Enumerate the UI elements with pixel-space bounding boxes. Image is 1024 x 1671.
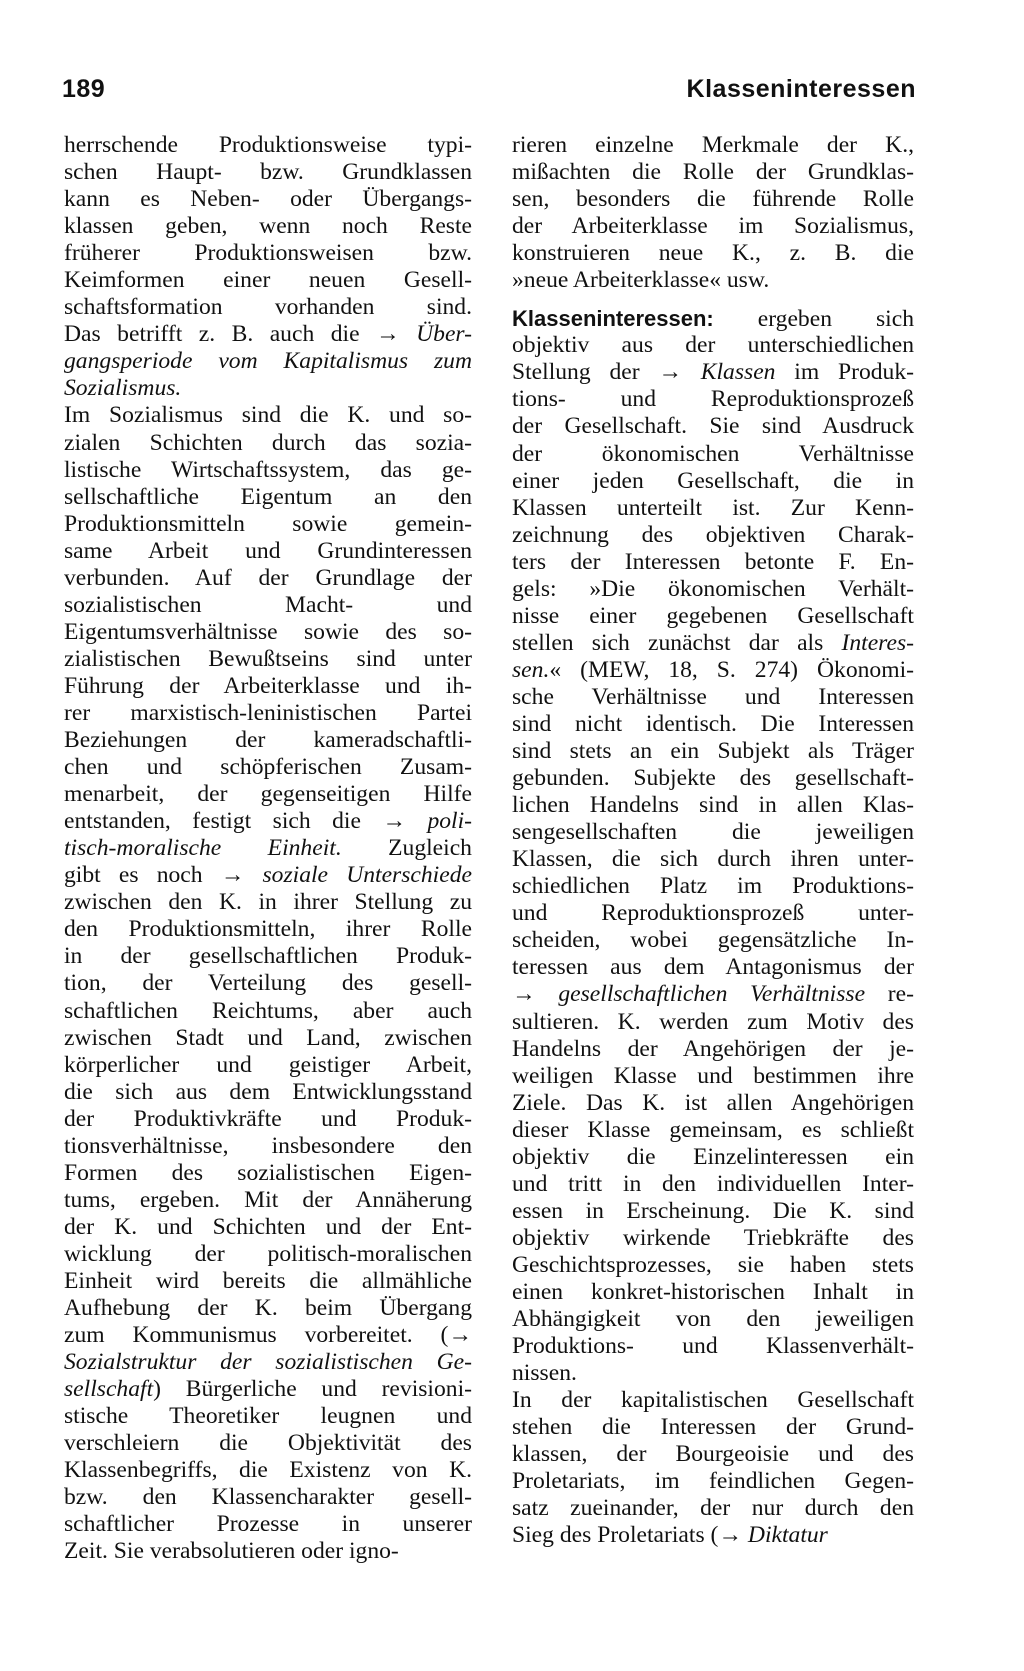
text-line bbox=[512, 1468, 914, 1495]
text-run: Beziehungen der kameradschaftli- bbox=[64, 727, 472, 754]
text-line bbox=[64, 1133, 472, 1160]
text-line bbox=[512, 267, 914, 294]
text-line bbox=[64, 538, 472, 565]
text-line bbox=[512, 1063, 914, 1090]
text-line bbox=[64, 1295, 472, 1322]
text-run: Im Sozialismus sind die K. und so- bbox=[64, 402, 472, 429]
text-line bbox=[512, 1090, 914, 1117]
text-line bbox=[64, 1538, 472, 1565]
text-line bbox=[64, 646, 472, 673]
text-line bbox=[512, 657, 914, 684]
text-run: listische Wirtschaftssystem, das ge- bbox=[64, 456, 472, 483]
text-run: Produktions- und Klassenverhält- bbox=[512, 1333, 914, 1360]
text-line bbox=[64, 159, 472, 186]
text-run: Klassen unterteilt ist. Zur Kenn- bbox=[512, 494, 914, 521]
text-line bbox=[512, 1333, 914, 1360]
text-line bbox=[512, 305, 914, 332]
cross-reference: Sozialismus. bbox=[64, 375, 182, 402]
text-line bbox=[512, 522, 914, 549]
text-run: teressen aus dem Antagonismus der bbox=[512, 954, 914, 981]
text-run: Aufhebung der K. beim Übergang bbox=[64, 1295, 472, 1322]
cross-reference: Interes- bbox=[841, 629, 914, 656]
text-line bbox=[64, 1160, 472, 1187]
text-run: nissen. bbox=[512, 1360, 577, 1387]
paragraph-gap bbox=[512, 294, 914, 305]
cross-reference: soziale Unterschiede bbox=[262, 862, 472, 889]
text-run: ters der Interessen betonte F. En- bbox=[512, 548, 914, 575]
text-line bbox=[512, 186, 914, 213]
text-line bbox=[64, 970, 472, 997]
text-run: rer marxistisch-leninistischen Partei bbox=[64, 699, 472, 726]
text-run: und tritt in den individuellen Inter- bbox=[512, 1170, 914, 1197]
text-line bbox=[512, 981, 914, 1008]
text-run: verschleiern die Objektivität des bbox=[64, 1430, 472, 1457]
text-line bbox=[512, 1036, 914, 1063]
text-line bbox=[512, 132, 914, 159]
text-run: Proletariats, im feindlichen Gegen- bbox=[512, 1468, 914, 1495]
text-line bbox=[64, 1430, 472, 1457]
text-line bbox=[512, 765, 914, 792]
text-run: → bbox=[512, 981, 559, 1008]
text-run: gebunden. Subjekte des gesellschaft- bbox=[512, 765, 914, 792]
cross-reference: tisch-moralische Einheit. bbox=[64, 835, 342, 862]
text-run: sengesellschaften die jeweiligen bbox=[512, 819, 914, 846]
text-run: mißachten die Rolle der Grundklas- bbox=[512, 159, 914, 186]
text-run: schaftlichen Reichtums, aber auch bbox=[64, 997, 472, 1024]
text-run: objektiv die Einzelinteressen ein bbox=[512, 1143, 914, 1170]
text-line bbox=[512, 159, 914, 186]
text-line bbox=[512, 954, 914, 981]
text-run: tionsverhältnisse, insbesondere den bbox=[64, 1132, 472, 1159]
text-run: sozialistischen Macht- und bbox=[64, 591, 472, 618]
text-line bbox=[512, 495, 914, 522]
text-line bbox=[512, 1225, 914, 1252]
text-column-left bbox=[64, 132, 472, 1565]
text-run: Stellung der → bbox=[512, 359, 701, 386]
text-line bbox=[512, 792, 914, 819]
text-line bbox=[512, 1171, 914, 1198]
text-run: Produktionsmitteln sowie gemein- bbox=[64, 510, 472, 537]
cross-reference: poli- bbox=[427, 808, 472, 835]
text-run: körperlicher und geistiger Arbeit, bbox=[64, 1051, 472, 1078]
text-run: der Gesellschaft. Sie sind Ausdruck bbox=[512, 413, 914, 440]
text-run: zialen Schichten durch das sozia- bbox=[64, 429, 472, 456]
text-run: nisse einer gegebenen Gesellschaft bbox=[512, 602, 914, 629]
text-run: Klassen, die sich durch ihren unter- bbox=[512, 846, 914, 873]
text-run: stellen sich zunächst dar als bbox=[512, 629, 842, 656]
text-run: tums, ergeben. Mit der Annäherung bbox=[64, 1186, 472, 1213]
text-run: konstruieren neue K., z. B. die bbox=[512, 240, 914, 267]
text-line bbox=[512, 332, 914, 359]
text-line bbox=[64, 484, 472, 511]
text-run: Führung der Arbeiterklasse und ih- bbox=[64, 672, 472, 699]
text-line bbox=[64, 862, 472, 889]
text-run: objektiv wirkende Triebkräfte des bbox=[512, 1224, 914, 1251]
text-line bbox=[512, 1495, 914, 1522]
text-run: In der kapitalistischen Gesellschaft bbox=[512, 1387, 914, 1414]
cross-reference: Sozialstruktur der sozialistischen Ge- bbox=[64, 1349, 472, 1376]
text-run: kann es Neben- oder Übergangs- bbox=[64, 186, 472, 213]
text-run: Abhängigkeit von den jeweiligen bbox=[512, 1306, 914, 1333]
text-run: im Produk- bbox=[775, 359, 914, 386]
text-run: zeichnung des objektiven Charak- bbox=[512, 521, 914, 548]
text-run: dieser Klasse gemeinsam, es schließt bbox=[512, 1116, 914, 1143]
text-run: der K. und Schichten und der Ent- bbox=[64, 1213, 472, 1240]
text-line bbox=[64, 619, 472, 646]
text-run: sen, besonders die führende Rolle bbox=[512, 186, 914, 213]
text-line bbox=[64, 1241, 472, 1268]
cross-reference: gesellschaftlichen Verhältnisse bbox=[558, 981, 866, 1008]
text-line bbox=[64, 1376, 472, 1403]
text-run: sultieren. K. werden zum Motiv des bbox=[512, 1008, 914, 1035]
text-run: Zugleich bbox=[341, 835, 472, 862]
text-line bbox=[64, 1322, 472, 1349]
text-line bbox=[64, 998, 472, 1025]
text-run: zialistischen Bewußtseins sind unter bbox=[64, 645, 472, 672]
text-line bbox=[64, 402, 472, 429]
text-run: stische Theoretiker leugnen und bbox=[64, 1403, 472, 1430]
text-run: lichen Handelns sind in allen Klas- bbox=[512, 792, 914, 819]
text-line bbox=[512, 1252, 914, 1279]
text-line bbox=[512, 927, 914, 954]
cross-reference: Über- bbox=[416, 321, 472, 348]
text-run: schaftlicher Prozesse in unserer bbox=[64, 1511, 472, 1538]
text-run: früherer Produktionsweisen bzw. bbox=[64, 240, 472, 267]
text-run: tions- und Reproduktionsprozeß bbox=[512, 386, 914, 413]
text-run: Das betrifft z. B. auch die → bbox=[64, 321, 417, 348]
text-line bbox=[64, 673, 472, 700]
text-line bbox=[512, 441, 914, 468]
text-run: sellschaftliche Eigentum an den bbox=[64, 483, 472, 510]
text-run: ergeben sich bbox=[713, 306, 914, 333]
cross-reference: sen. bbox=[512, 656, 550, 683]
text-run: Zeit. Sie verabsolutieren oder igno- bbox=[64, 1538, 399, 1565]
text-run: sind nicht identisch. Die Interessen bbox=[512, 710, 914, 737]
text-line bbox=[512, 1009, 914, 1036]
entry-headword: Klasseninteressen: bbox=[512, 306, 714, 332]
text-line bbox=[64, 808, 472, 835]
text-line bbox=[512, 1414, 914, 1441]
text-line bbox=[64, 1349, 472, 1376]
text-line bbox=[512, 549, 914, 576]
text-line bbox=[512, 873, 914, 900]
text-run: zwischen Stadt und Land, zwischen bbox=[64, 1024, 472, 1051]
text-line bbox=[64, 186, 472, 213]
text-run: »neue Arbeiterklasse« usw. bbox=[512, 267, 770, 294]
text-line bbox=[64, 565, 472, 592]
text-run: Handelns der Angehörigen der je- bbox=[512, 1035, 914, 1062]
text-run: einen konkret-historischen Inhalt in bbox=[512, 1278, 914, 1305]
cross-reference: gangsperiode vom Kapitalismus zum bbox=[64, 348, 472, 375]
text-line bbox=[64, 781, 472, 808]
text-run: Einheit wird bereits die allmähliche bbox=[64, 1267, 472, 1294]
running-title: Klasseninteressen bbox=[686, 75, 916, 103]
text-line bbox=[64, 430, 472, 457]
text-line bbox=[512, 630, 914, 657]
text-run: Formen des sozialistischen Eigen- bbox=[64, 1159, 472, 1186]
text-line bbox=[64, 1484, 472, 1511]
text-line bbox=[64, 294, 472, 321]
text-run: Klassenbegriffs, die Existenz von K. bbox=[64, 1457, 472, 1484]
text-line bbox=[64, 592, 472, 619]
text-run: in der gesellschaftlichen Produk- bbox=[64, 943, 472, 970]
text-line bbox=[64, 132, 472, 159]
text-line bbox=[512, 684, 914, 711]
text-line bbox=[512, 846, 914, 873]
text-line bbox=[64, 916, 472, 943]
text-run: satz zueinander, der nur durch den bbox=[512, 1495, 914, 1522]
text-line bbox=[512, 819, 914, 846]
text-run: zum Kommunismus vorbereitet. (→ bbox=[64, 1322, 472, 1349]
text-run: bzw. den Klassencharakter gesell- bbox=[64, 1484, 472, 1511]
text-line bbox=[512, 1360, 914, 1387]
text-run: re- bbox=[865, 981, 914, 1008]
text-line bbox=[64, 1052, 472, 1079]
text-line bbox=[512, 213, 914, 240]
text-line bbox=[512, 900, 914, 927]
text-run: der ökonomischen Verhältnisse bbox=[512, 440, 914, 467]
text-line bbox=[64, 1457, 472, 1484]
text-run: Sieg des Proletariats (→ bbox=[512, 1522, 748, 1549]
text-line bbox=[512, 711, 914, 738]
text-line bbox=[64, 375, 472, 402]
text-line bbox=[64, 1106, 472, 1133]
text-line bbox=[512, 1306, 914, 1333]
text-line bbox=[64, 1403, 472, 1430]
text-line bbox=[64, 1268, 472, 1295]
text-line bbox=[64, 889, 472, 916]
cross-reference: Klassen bbox=[700, 359, 776, 386]
text-line bbox=[64, 240, 472, 267]
text-run: same Arbeit und Grundinteressen bbox=[64, 537, 472, 564]
text-line bbox=[512, 1279, 914, 1306]
text-run: scheiden, wobei gegensätzliche In- bbox=[512, 927, 914, 954]
text-line bbox=[512, 1144, 914, 1171]
text-line bbox=[64, 1025, 472, 1052]
text-line bbox=[64, 1214, 472, 1241]
text-line bbox=[512, 1522, 914, 1549]
text-run: chen und schöpferischen Zusam- bbox=[64, 754, 472, 781]
text-line bbox=[64, 321, 472, 348]
text-line bbox=[512, 1387, 914, 1414]
text-run: « (MEW, 18, S. 274) Ökonomi- bbox=[549, 656, 914, 683]
text-line bbox=[512, 413, 914, 440]
text-run: klassen geben, wenn noch Reste bbox=[64, 213, 472, 240]
text-run: sche Verhältnisse und Interessen bbox=[512, 683, 914, 710]
text-line bbox=[64, 700, 472, 727]
text-line bbox=[64, 754, 472, 781]
text-run: stehen die Interessen der Grund- bbox=[512, 1414, 914, 1441]
text-line bbox=[64, 267, 472, 294]
text-run: essen in Erscheinung. Die K. sind bbox=[512, 1197, 914, 1224]
text-run: weiligen Klasse und bestimmen ihre bbox=[512, 1062, 914, 1089]
page-number: 189 bbox=[62, 75, 106, 103]
text-line bbox=[64, 1511, 472, 1538]
text-run: tion, der Verteilung des gesell- bbox=[64, 970, 472, 997]
text-line bbox=[512, 240, 914, 267]
text-line bbox=[512, 738, 914, 765]
text-line bbox=[64, 943, 472, 970]
text-line bbox=[64, 835, 472, 862]
text-run: gibt es noch → bbox=[64, 862, 263, 889]
cross-reference: Diktatur bbox=[747, 1522, 828, 1549]
text-run: einer jeden Gesellschaft, die in bbox=[512, 467, 914, 494]
text-run: Ziele. Das K. ist allen Angehörigen bbox=[512, 1089, 914, 1116]
text-run: herrschende Produktionsweise typi- bbox=[64, 132, 472, 158]
text-run: menarbeit, der gegenseitigen Hilfe bbox=[64, 781, 472, 808]
text-line bbox=[512, 1441, 914, 1468]
text-line bbox=[512, 359, 914, 386]
text-line bbox=[64, 457, 472, 484]
text-line bbox=[512, 603, 914, 630]
text-run: rieren einzelne Merkmale der K., bbox=[512, 132, 914, 158]
text-run: der Produktivkräfte und Produk- bbox=[64, 1105, 472, 1132]
text-line bbox=[512, 1198, 914, 1225]
text-line bbox=[64, 727, 472, 754]
text-line bbox=[64, 348, 472, 375]
text-run: schaftsformation vorhanden sind. bbox=[64, 294, 472, 321]
text-run: entstanden, festigt sich die → bbox=[64, 808, 428, 835]
text-run: ) Bürgerliche und revisioni- bbox=[153, 1376, 472, 1403]
text-run: verbunden. Auf der Grundlage der bbox=[64, 564, 472, 591]
text-run: der Arbeiterklasse im Sozialismus, bbox=[512, 213, 914, 240]
cross-reference: sellschaft bbox=[64, 1376, 154, 1403]
text-line bbox=[512, 386, 914, 413]
text-run: klassen, der Bourgeoisie und des bbox=[512, 1441, 914, 1468]
text-line bbox=[64, 1187, 472, 1214]
text-run: zwischen den K. in ihrer Stellung zu bbox=[64, 889, 472, 916]
text-run: Eigentumsverhältnisse sowie des so- bbox=[64, 618, 472, 645]
text-run: Keimformen einer neuen Gesell- bbox=[64, 267, 472, 294]
text-run: Geschichtsprozesses, sie haben stets bbox=[512, 1251, 914, 1278]
text-line bbox=[64, 213, 472, 240]
text-line bbox=[512, 468, 914, 495]
text-line bbox=[64, 1079, 472, 1106]
text-run: die sich aus dem Entwicklungsstand bbox=[64, 1078, 472, 1105]
text-line bbox=[64, 511, 472, 538]
text-run: schiedlichen Platz im Produktions- bbox=[512, 873, 914, 900]
text-run: schen Haupt- bzw. Grundklassen bbox=[64, 159, 472, 186]
text-run: und Reproduktionsprozeß unter- bbox=[512, 900, 914, 927]
text-run: objektiv aus der unterschiedlichen bbox=[512, 332, 914, 359]
text-line bbox=[512, 1117, 914, 1144]
text-column-right bbox=[512, 132, 914, 1549]
text-line bbox=[512, 576, 914, 603]
text-run: sind stets an ein Subjekt als Träger bbox=[512, 738, 914, 765]
text-run: den Produktionsmitteln, ihrer Rolle bbox=[64, 916, 472, 943]
text-run: gels: »Die ökonomischen Verhält- bbox=[512, 575, 914, 602]
text-run: wicklung der politisch-moralischen bbox=[64, 1240, 472, 1267]
